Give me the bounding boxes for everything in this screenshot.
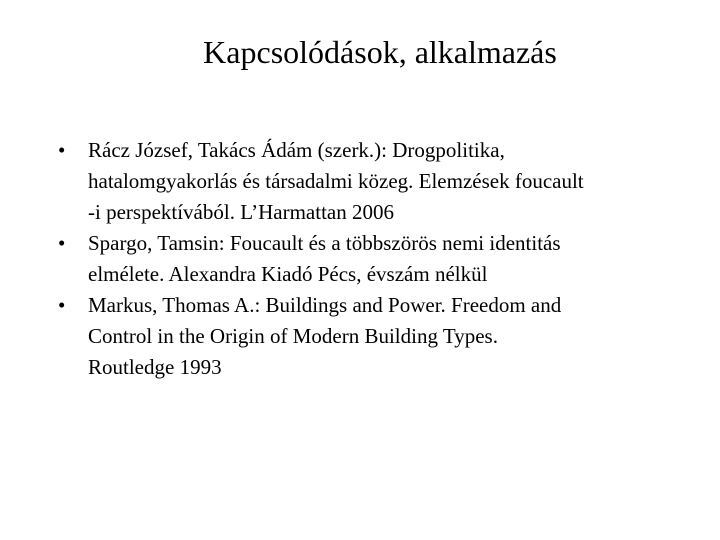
reference-item-1 (58, 135, 658, 228)
slide-title: Kapcsolódások, alkalmazás (203, 34, 557, 70)
reference-line: elmélete. Alexandra Kiadó Pécs, évszám nélkül (88, 262, 488, 286)
reference-list (58, 135, 658, 383)
reference-line: Control in the Origin of Modern Building Types. (88, 324, 498, 348)
reference-item-2 (58, 228, 658, 290)
bullet-icon: • (58, 293, 66, 317)
reference-line: Spargo, Tamsin: Foucault és a többszörös nemi identitás (88, 231, 561, 255)
bullet-icon: • (58, 231, 66, 255)
reference-line: Routledge 1993 (88, 355, 222, 379)
bullet-icon: • (58, 138, 66, 162)
reference-line: hatalomgyakorlás és társadalmi közeg. Elemzések foucault (88, 169, 584, 193)
reference-line: -i perspektívából. L’Harmattan 2006 (88, 200, 394, 224)
reference-line: Rácz József, Takács Ádám (szerk.): Drogpolitika, (88, 138, 505, 162)
reference-item-3 (58, 290, 658, 383)
reference-line: Markus, Thomas A.: Buildings and Power. Freedom and (88, 293, 562, 317)
